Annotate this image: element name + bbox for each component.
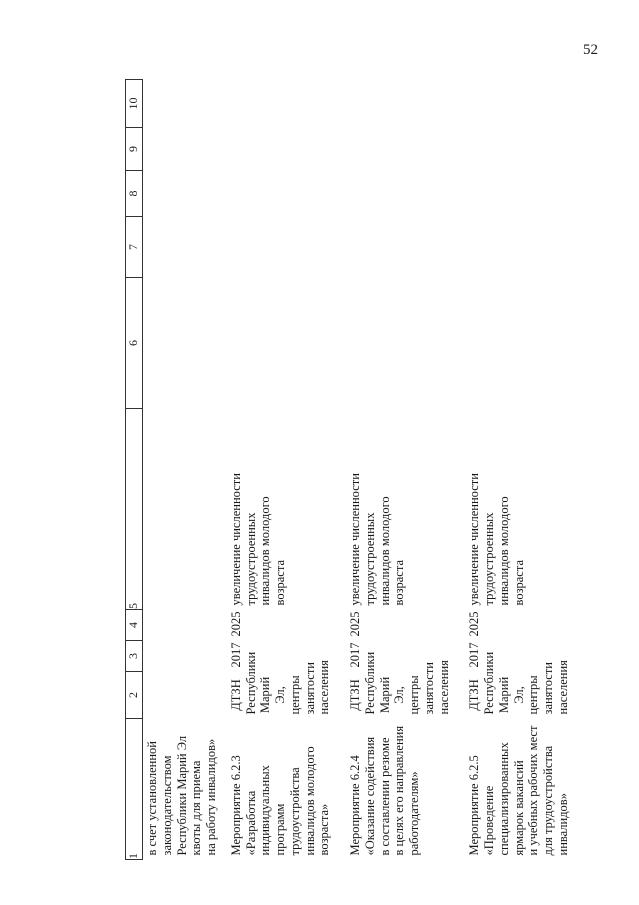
col-header-2: 2 (126, 672, 143, 719)
cell-end-year (143, 610, 227, 641)
cell-measure: Мероприятие 6.2.5 «Проведение специализированных ярмарок вакансий и учебных рабочих мест для трудоустройства инвалидов» (467, 725, 570, 856)
page-number: 52 (583, 42, 598, 58)
cell-measure: Мероприятие 6.2.3 «Разработка индивидуальных программ трудоустройства инвалидов молодого возраста» (228, 746, 332, 856)
header-row (126, 80, 143, 860)
cell-start-year: 2017 (467, 642, 482, 668)
cell-result (143, 409, 227, 610)
program-table (125, 79, 585, 860)
cell-end-year: 2025 (228, 611, 243, 637)
cell-start-year: 2017 (228, 642, 243, 668)
rotated-table-sheet (125, 90, 625, 860)
col-header-10: 10 (126, 80, 143, 128)
cell-result: увеличение численности трудоустроенных инвалидов молодого возраста (467, 473, 526, 606)
col-header-4: 4 (126, 610, 143, 641)
cell-result: увеличение численности трудоустроенных инвалидов молодого возраста (228, 473, 287, 606)
col-header-3: 3 (126, 641, 143, 672)
cell-result: увеличение численности трудоустроенных инвалидов молодого возраста (348, 473, 407, 606)
cell-executor: ДТЗН Республики Марий Эл, центры занятости населения (228, 651, 332, 715)
col-header-6: 6 (126, 278, 143, 409)
cell-start-year: 2017 (348, 642, 362, 668)
col-header-5: 5 (126, 409, 143, 610)
cell-executor: ДТЗН Республики Марий Эл, центры занятости населения (348, 651, 451, 715)
cell-end-year: 2025 (467, 611, 482, 637)
table-row (346, 80, 465, 860)
table-row (465, 80, 584, 860)
cell-start-year (143, 641, 227, 672)
cell-measure: в счет установленной законодательством Республики Марий Эл квоты для приема на работу инвалидов» (145, 735, 218, 856)
col-header-9: 9 (126, 128, 143, 171)
table-row (227, 80, 346, 860)
col-header-7: 7 (126, 217, 143, 278)
cell-executor (143, 672, 227, 719)
table-row (143, 80, 227, 860)
col-header-8: 8 (126, 171, 143, 217)
col-header-1: 1 (126, 719, 143, 860)
cell-executor: ДТЗН Республики Марий Эл, центры занятости населения (467, 651, 570, 715)
cell-end-year: 2025 (348, 611, 362, 637)
cell-measure: Мероприятие 6.2.4 «Оказание содействия в составлении резюме в целях его направления работодателям» (348, 725, 421, 856)
